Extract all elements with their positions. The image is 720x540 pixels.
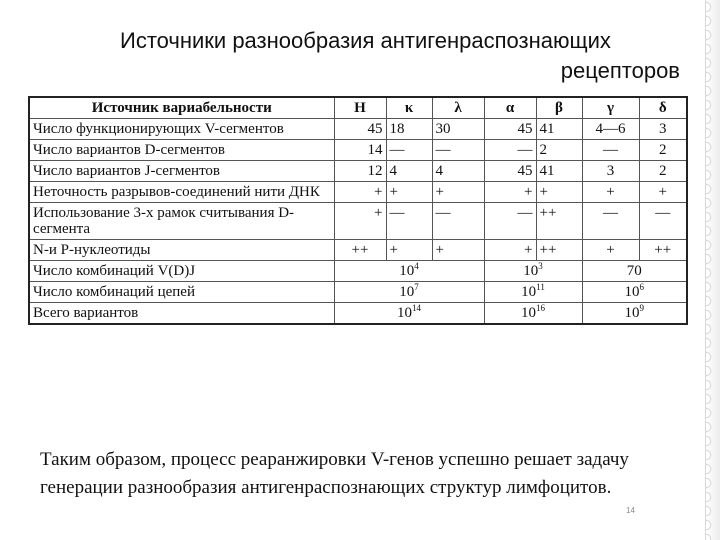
gd-total-cell bbox=[582, 261, 687, 282]
ab-base: 10 bbox=[521, 284, 537, 300]
header-gamma: γ bbox=[582, 97, 639, 119]
cell-lambda: — bbox=[432, 203, 484, 240]
slide-title-line1: Источники разнообразия антигенраспознающих bbox=[120, 28, 611, 53]
cell-kappa: + bbox=[386, 240, 432, 261]
cell-alpha: 45 bbox=[484, 161, 536, 182]
row-label: Использование 3-х рамок считывания D-сегмента bbox=[29, 203, 334, 240]
gd-exponent: 6 bbox=[639, 282, 644, 292]
gd-base: 70 bbox=[626, 263, 642, 279]
cell-lambda: 4 bbox=[432, 161, 484, 182]
cell-alpha: + bbox=[484, 240, 536, 261]
cell-delta: — bbox=[639, 203, 687, 240]
cell-delta: 2 bbox=[639, 140, 687, 161]
row-label: N-и P-нуклеотиды bbox=[29, 240, 334, 261]
gd-exponent: 9 bbox=[639, 303, 644, 313]
row-label: Число комбинаций цепей bbox=[29, 282, 334, 303]
ig-exponent: 14 bbox=[412, 303, 421, 313]
gd-base: 10 bbox=[624, 284, 640, 300]
table-total-row bbox=[29, 282, 687, 303]
table-header-row bbox=[29, 97, 687, 119]
cell-beta: 2 bbox=[536, 140, 582, 161]
table-row bbox=[29, 161, 687, 182]
cell-delta: 3 bbox=[639, 119, 687, 140]
cell-kappa: — bbox=[386, 203, 432, 240]
gd-total-cell bbox=[582, 282, 687, 303]
cell-beta: 41 bbox=[536, 161, 582, 182]
header-delta: δ bbox=[639, 97, 687, 119]
ab-total-cell bbox=[484, 303, 582, 325]
cell-beta: ++ bbox=[536, 240, 582, 261]
cell-alpha: 45 bbox=[484, 119, 536, 140]
ab-total-cell bbox=[484, 261, 582, 282]
cell-lambda: 30 bbox=[432, 119, 484, 140]
header-h: H bbox=[334, 97, 386, 119]
cell-gamma: 3 bbox=[582, 161, 639, 182]
cell-lambda: + bbox=[432, 182, 484, 203]
cell-kappa: + bbox=[386, 182, 432, 203]
ig-exponent: 7 bbox=[414, 282, 419, 292]
page-number: 14 bbox=[626, 506, 635, 515]
gd-total-cell bbox=[582, 303, 687, 325]
row-label: Число функционирующих V-сегментов bbox=[29, 119, 334, 140]
table-row bbox=[29, 203, 687, 240]
ig-base: 10 bbox=[399, 284, 415, 300]
cell-delta: ++ bbox=[639, 240, 687, 261]
cell-h: + bbox=[334, 203, 386, 240]
row-label: Число комбинаций V(D)J bbox=[29, 261, 334, 282]
table-total-row bbox=[29, 261, 687, 282]
cell-h: 45 bbox=[334, 119, 386, 140]
cell-h: + bbox=[334, 182, 386, 203]
slide-title bbox=[110, 26, 680, 86]
cell-gamma: — bbox=[582, 203, 639, 240]
cell-beta: + bbox=[536, 182, 582, 203]
cell-alpha: — bbox=[484, 140, 536, 161]
cell-h: 12 bbox=[334, 161, 386, 182]
cell-gamma: + bbox=[582, 182, 639, 203]
gd-base: 10 bbox=[624, 305, 640, 321]
cell-kappa: 4 bbox=[386, 161, 432, 182]
cell-alpha: + bbox=[484, 182, 536, 203]
table-total-row bbox=[29, 303, 687, 325]
cell-delta: 2 bbox=[639, 161, 687, 182]
row-label: Число вариантов D-сегментов bbox=[29, 140, 334, 161]
cell-h: 14 bbox=[334, 140, 386, 161]
row-label: Всего вариантов bbox=[29, 303, 334, 325]
cell-lambda: + bbox=[432, 240, 484, 261]
conclusion-text: Таким образом, процесс реаранжировки V-генов успешно решает задачу генерации разнообразия антигенраспознающих структур лимфоцитов. bbox=[40, 449, 629, 498]
header-lambda: λ bbox=[432, 97, 484, 119]
cell-beta: 41 bbox=[536, 119, 582, 140]
ig-total-cell bbox=[334, 261, 484, 282]
cell-gamma: 4—6 bbox=[582, 119, 639, 140]
page-edge-decoration bbox=[705, 0, 720, 540]
ig-total-cell bbox=[334, 282, 484, 303]
ig-base: 10 bbox=[399, 263, 415, 279]
ab-exponent: 16 bbox=[536, 303, 545, 313]
header-source: Источник вариабельности bbox=[29, 97, 334, 119]
header-beta: β bbox=[536, 97, 582, 119]
ig-total-cell bbox=[334, 303, 484, 325]
table-row bbox=[29, 240, 687, 261]
row-label: Неточность разрывов-соединений нити ДНК bbox=[29, 182, 334, 203]
cell-h: ++ bbox=[334, 240, 386, 261]
ab-total-cell bbox=[484, 282, 582, 303]
ab-exponent: 3 bbox=[538, 261, 543, 271]
ab-base: 10 bbox=[523, 263, 539, 279]
ab-exponent: 11 bbox=[536, 282, 545, 292]
ig-exponent: 4 bbox=[414, 261, 419, 271]
cell-alpha: — bbox=[484, 203, 536, 240]
cell-lambda: — bbox=[432, 140, 484, 161]
ig-base: 10 bbox=[397, 305, 412, 321]
header-alpha: α bbox=[484, 97, 536, 119]
header-kappa: κ bbox=[386, 97, 432, 119]
table-row bbox=[29, 140, 687, 161]
table-row bbox=[29, 182, 687, 203]
row-label: Число вариантов J-сегментов bbox=[29, 161, 334, 182]
cell-gamma: — bbox=[582, 140, 639, 161]
variability-table bbox=[28, 96, 688, 325]
cell-kappa: — bbox=[386, 140, 432, 161]
cell-delta: + bbox=[639, 182, 687, 203]
slide-title-line2: рецепторов bbox=[560, 58, 680, 83]
cell-kappa: 18 bbox=[386, 119, 432, 140]
cell-gamma: + bbox=[582, 240, 639, 261]
ab-base: 10 bbox=[521, 305, 536, 321]
table-row bbox=[29, 119, 687, 140]
cell-beta: ++ bbox=[536, 203, 582, 240]
